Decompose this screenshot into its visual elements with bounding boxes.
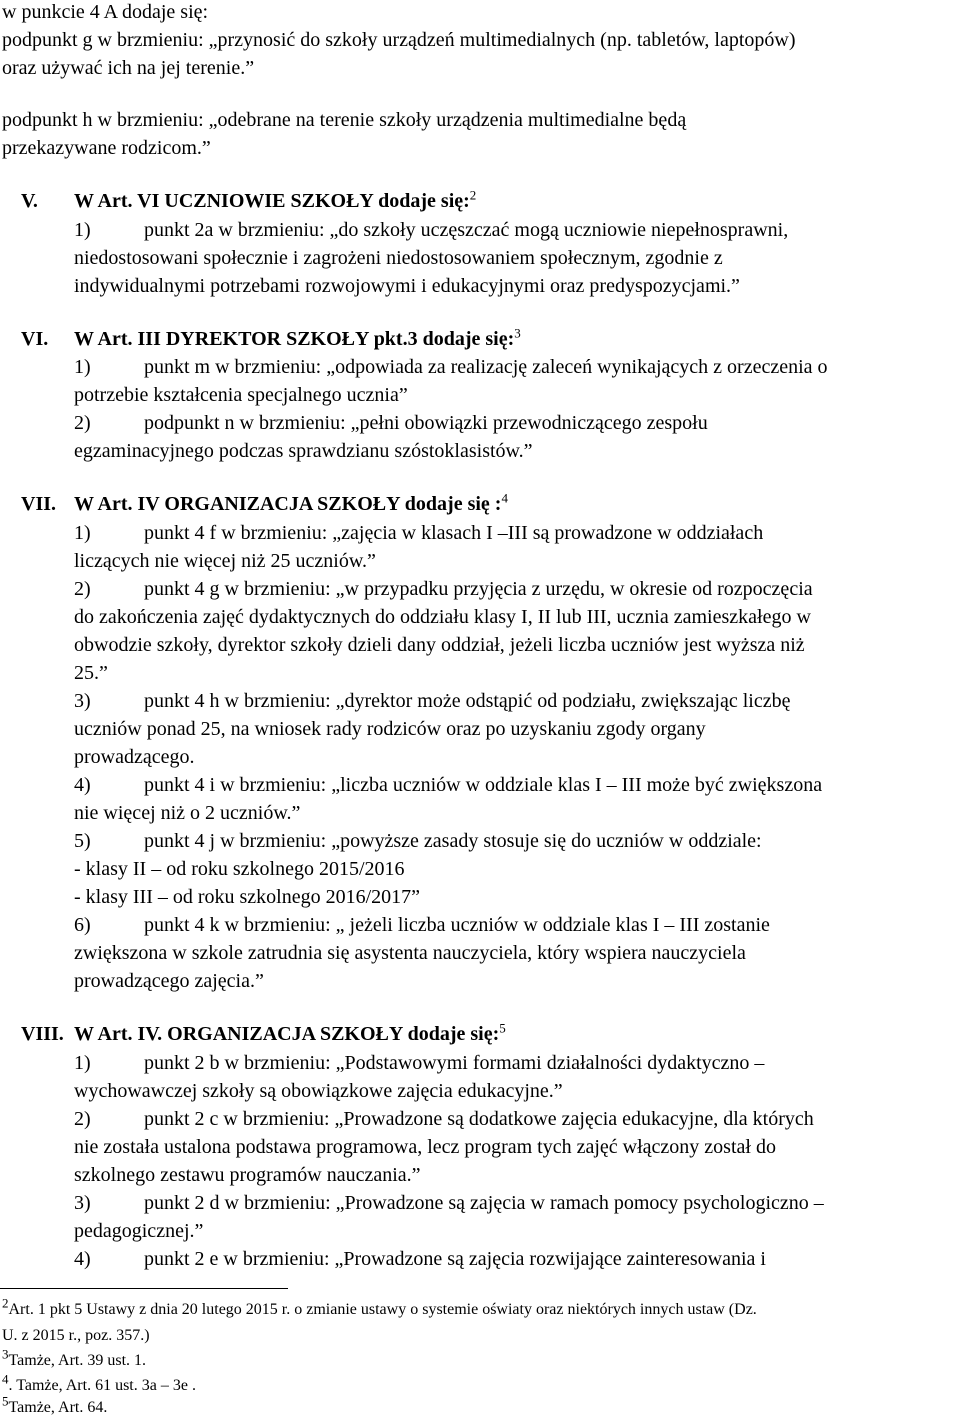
section-vii-item-6-cont: zwiększona w szkole zatrudnia się asystenta nauczyciela, który wspiera nauczyciela xyxy=(74,942,746,964)
footnote-2-cont: U. z 2015 r., poz. 357.) xyxy=(2,1327,150,1344)
section-vii-item-1-cont: liczących nie więcej niż 25 uczniów.” xyxy=(74,550,376,572)
section-vi-item-1: 1) punkt m w brzmieniu: „odpowiada za realizację zaleceń wynikających z orzeczenia o xyxy=(74,356,828,378)
section-vii-item-3: 3) punkt 4 h w brzmieniu: „dyrektor może odstąpić od podziału, zwiększając liczbę xyxy=(74,690,791,712)
footnote-3: $^3$Tamże, Art. 39 ust. 1. xyxy=(2,1346,147,1369)
section-vii-item-2-cont: 25.” xyxy=(74,662,108,684)
section-vi-heading: VI. W Art. III DYREKTOR SZKOŁY pkt.3 dodaje się:$^3$ xyxy=(21,325,521,350)
section-viii-item-3: 3) punkt 2 d w brzmieniu: „Prowadzone są zajęcia w ramach pomocy psychologiczno – xyxy=(74,1192,824,1214)
section-vii-item-2: 2) punkt 4 g w brzmieniu: „w przypadku przyjęcia z urzędu, w okresie od rozpoczęcia xyxy=(74,578,813,600)
section-vii-item-3-cont: uczniów ponad 25, na wniosek rady rodziców oraz po uzyskaniu zgody organy xyxy=(74,718,706,740)
top-line-3: oraz używać ich na jej terenie.” xyxy=(2,57,255,79)
section-viii-item-3-cont: pedagogicznej.” xyxy=(74,1220,204,1242)
section-vii-item-6: 6) punkt 4 k w brzmieniu: „ jeżeli liczba uczniów w oddziale klas I – III zostanie xyxy=(74,914,770,936)
footnote-5: $^5$Tamże, Art. 64. xyxy=(2,1393,108,1416)
section-viii-item-1: 1) punkt 2 b w brzmieniu: „Podstawowymi formami działalności dydaktyczno – xyxy=(74,1052,765,1074)
footnote-4: $^4$. Tamże, Art. 61 ust. 3a – 3e . xyxy=(2,1371,196,1394)
section-viii-item-2: 2) punkt 2 c w brzmieniu: „Prowadzone są dodatkowe zajęcia edukacyjne, dla których xyxy=(74,1108,814,1130)
footnote-ref: 3 xyxy=(514,325,521,341)
section-vii-item-5-cont: - klasy III – od roku szkolnego 2016/2017” xyxy=(74,886,421,908)
footnote-ref: 5 xyxy=(499,1020,506,1036)
section-vii-item-1: 1) punkt 4 f w brzmieniu: „zajęcia w klasach I –III są prowadzone w oddziałach xyxy=(74,522,764,544)
footnote-2: $^2$Art. 1 pkt 5 Ustawy z dnia 20 lutego 2015 r. o zmianie ustawy o systemie oświaty oraz niektórych innych ustaw (Dz. xyxy=(2,1295,757,1318)
section-vii-item-2-cont: do zakończenia zajęć dydaktycznych do oddziału klasy I, II lub III, ucznia zamieszkałego w xyxy=(74,606,811,628)
footnote-separator xyxy=(0,1288,288,1289)
section-viii-item-2-cont: szkolnego zestawu programów nauczania.” xyxy=(74,1164,421,1186)
section-v-item-1-cont: niedostosowani społecznie i zagrożeni niedostosowaniem społecznym, zgodnie z xyxy=(74,247,723,269)
top-line-4: podpunkt h w brzmieniu: „odebrane na terenie szkoły urządzenia multimedialne będą xyxy=(2,109,687,131)
section-vii-item-6-cont: prowadzącego zajęcia.” xyxy=(74,970,264,992)
footnote-ref: 2 xyxy=(469,187,477,203)
section-vi-item-2: 2) podpunkt n w brzmieniu: „pełni obowiązki przewodniczącego zespołu xyxy=(74,412,708,434)
section-vii-item-5-cont: - klasy II – od roku szkolnego 2015/2016 xyxy=(74,858,405,880)
section-vii-item-2-cont: obwodzie szkoły, dyrektor szkoły dzieli dany oddział, jeżeli liczba uczniów jest wyższa niż xyxy=(74,634,805,656)
section-v-item-1-cont: indywidualnymi potrzebami rozwojowymi i edukacyjnymi oraz predyspozycjami.” xyxy=(74,275,740,297)
top-line-5: przekazywane rodzicom.” xyxy=(2,137,211,159)
section-v-item-1: 1) punkt 2a w brzmieniu: „do szkoły uczęszczać mogą uczniowie niepełnosprawni, xyxy=(74,219,789,241)
section-viii-heading: VIII. W Art. IV. ORGANIZACJA SZKOŁY dodaje się:$^5$ xyxy=(21,1020,506,1045)
top-line-2: podpunkt g w brzmieniu: „przynosić do szkoły urządzeń multimedialnych (np. tabletów, laptopów) xyxy=(2,29,796,51)
section-vii-item-3-cont: prowadzącego. xyxy=(74,746,195,768)
section-vii-item-5: 5) punkt 4 j w brzmieniu: „powyższe zasady stosuje się do uczniów w oddziale: xyxy=(74,830,762,852)
section-vii-item-4: 4) punkt 4 i w brzmieniu: „liczba uczniów w oddziale klas I – III może być zwiększona xyxy=(74,774,823,796)
section-viii-item-4: 4) punkt 2 e w brzmieniu: „Prowadzone są zajęcia rozwijające zainteresowania i xyxy=(74,1248,766,1270)
footnote-ref: 4 xyxy=(501,490,508,506)
section-viii-item-1-cont: wychowawczej szkoły są obowiązkowe zajęcia edukacyjne.” xyxy=(74,1080,563,1102)
section-vii-heading: VII. W Art. IV ORGANIZACJA SZKOŁY dodaje się :$^4$ xyxy=(21,490,508,515)
section-vi-item-1-cont: potrzebie kształcenia specjalnego ucznia” xyxy=(74,384,408,406)
section-viii-item-2-cont: nie została ustalona podstawa programowa, lecz program tych zajęć włączony został do xyxy=(74,1136,776,1158)
section-vii-item-4-cont: nie więcej niż o 2 uczniów.” xyxy=(74,802,301,824)
section-vi-item-2-cont: egzaminacyjnego podczas sprawdzianu szóstoklasistów.” xyxy=(74,440,533,462)
section-v-heading: V. W Art. VI UCZNIOWIE SZKOŁY dodaje się:$^2$ xyxy=(21,187,477,212)
section-roman-numeral: V. xyxy=(21,190,38,212)
top-line-1: w punkcie 4 A dodaje się: xyxy=(2,1,209,23)
